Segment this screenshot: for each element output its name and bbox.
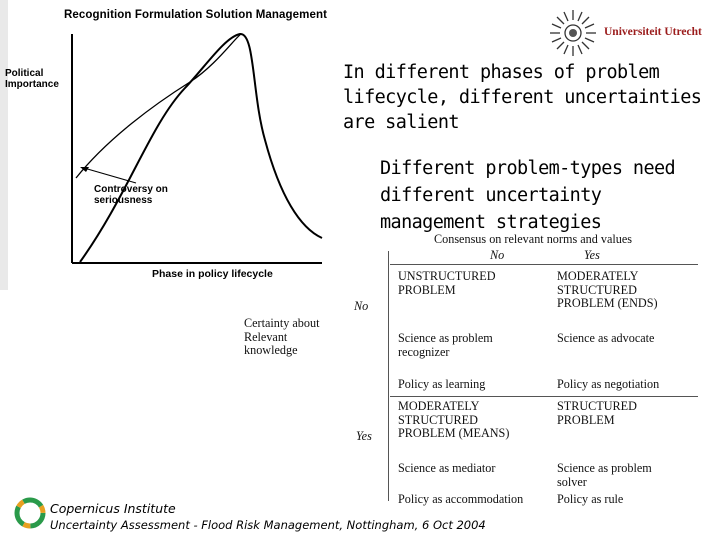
university-name: Universiteit Utrecht bbox=[604, 26, 702, 38]
matrix-left-rule bbox=[388, 251, 389, 501]
cell-moderately-structured-ends: MODERATELY STRUCTURED PROBLEM (ENDS) bbox=[557, 269, 658, 310]
y-axis-label: Political Importance bbox=[5, 68, 59, 90]
lifecycle-diagram bbox=[0, 0, 340, 290]
cell-science-mediator: Science as mediator bbox=[398, 461, 496, 475]
importance-curve bbox=[80, 34, 322, 262]
sun-seal-icon bbox=[548, 8, 598, 58]
column-yes-label: Yes bbox=[584, 248, 600, 262]
footer-institute: Copernicus Institute bbox=[50, 501, 176, 516]
column-no-label: No bbox=[490, 248, 505, 262]
cell-policy-learning: Policy as learning bbox=[398, 377, 486, 391]
matrix-top-rule bbox=[390, 264, 698, 265]
column-header: Consensus on relevant norms and values bbox=[434, 232, 633, 246]
cell-science-problem-solver: Science as problem solver bbox=[557, 461, 652, 489]
cell-science-advocate: Science as advocate bbox=[557, 331, 655, 345]
cell-policy-negotiation: Policy as negotiation bbox=[557, 377, 660, 391]
row-no-label: No bbox=[354, 299, 369, 313]
heading-problem-types: Different problem-types need different uncertainty management strategies bbox=[380, 158, 676, 233]
row-header: Certainty about Relevant knowledge bbox=[244, 316, 320, 357]
matrix-middle-rule bbox=[390, 396, 698, 397]
heading-lifecycle-uncertainties: In different phases of problem lifecycle, different uncertainties are salient bbox=[343, 62, 702, 133]
controversy-pointer bbox=[84, 168, 136, 183]
row-yes-label: Yes bbox=[356, 429, 372, 443]
cell-policy-accommodation: Policy as accommodation bbox=[398, 492, 524, 506]
cell-science-problem-recognizer: Science as problem recognizer bbox=[398, 331, 493, 359]
cell-structured-problem: STRUCTURED PROBLEM bbox=[557, 399, 637, 427]
cell-moderately-structured-means: MODERATELY STRUCTURED PROBLEM (MEANS) bbox=[398, 399, 510, 440]
x-axis-label: Phase in policy lifecycle bbox=[152, 268, 273, 280]
controversy-curve bbox=[76, 34, 241, 178]
footer-conference: Uncertainty Assessment - Flood Risk Management, Nottingham, 6 Oct 2004 bbox=[50, 518, 486, 532]
phase-header: Recognition Formulation Solution Management bbox=[64, 9, 328, 21]
cell-policy-rule: Policy as rule bbox=[557, 492, 624, 506]
controversy-label: Controversy on seriousness bbox=[94, 184, 168, 206]
cell-unstructured-problem: UNSTRUCTURED PROBLEM bbox=[398, 269, 496, 297]
copernicus-logo-icon bbox=[12, 495, 48, 531]
